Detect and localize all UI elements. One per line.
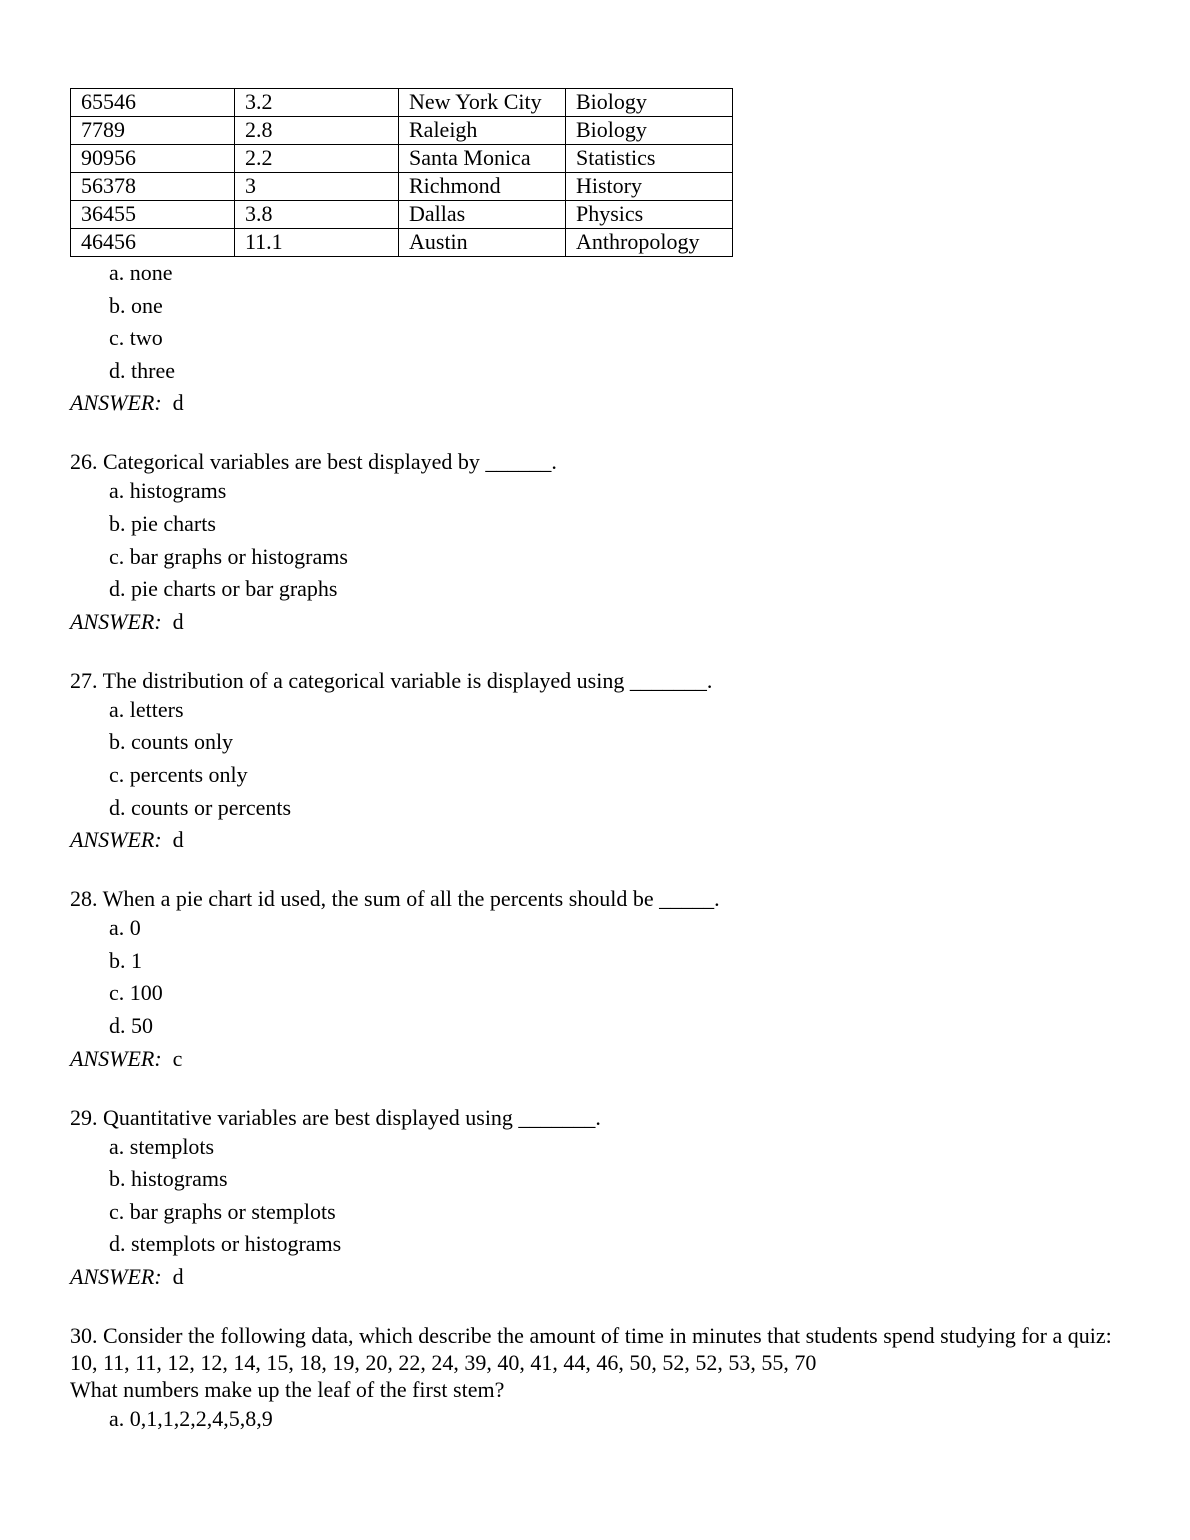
document-page [70, 88, 1130, 1435]
answer-value: d [172, 827, 184, 853]
question-26 [70, 444, 1130, 636]
question-prompt: What numbers make up the leaf of the first stem? [70, 1376, 505, 1402]
table-cell: 3.8 [235, 201, 399, 229]
option-d: d. three [109, 357, 175, 383]
question-text: 27. The distribution of a categorical variable is displayed using _______. [70, 667, 713, 693]
options-list [70, 694, 1130, 824]
option-d: d. 50 [109, 1012, 153, 1038]
table-cell: Statistics [566, 145, 733, 173]
answer-label: ANSWER: [70, 390, 162, 416]
options-list [70, 1131, 1130, 1261]
answer-value: d [172, 1263, 184, 1289]
table-cell: 46456 [71, 229, 235, 257]
question-28 [70, 881, 1130, 1073]
table-cell: 90956 [71, 145, 235, 173]
table-cell: Richmond [399, 173, 566, 201]
table-cell: Raleigh [399, 117, 566, 145]
options-list [70, 475, 1130, 605]
table-cell: Dallas [399, 201, 566, 229]
options-list [70, 257, 1130, 387]
option-d: d. pie charts or bar graphs [109, 576, 338, 602]
table-row [71, 173, 733, 201]
question-25 [70, 257, 1130, 418]
table-cell: 2.8 [235, 117, 399, 145]
table-row [71, 145, 733, 173]
answer-label: ANSWER: [70, 827, 162, 853]
table-cell: 3.2 [235, 89, 399, 117]
table-cell: 56378 [71, 173, 235, 201]
question-text: 26. Categorical variables are best displayed by ______. [70, 449, 557, 475]
answer-line [70, 1043, 1130, 1074]
option-c: c. two [109, 325, 163, 351]
option-a: a. 0,1,1,2,2,4,5,8,9 [109, 1405, 273, 1431]
table-row [71, 229, 733, 257]
option-a: a. letters [109, 696, 184, 722]
option-b: b. pie charts [109, 510, 216, 536]
option-a: a. none [109, 260, 173, 285]
table-row [71, 117, 733, 145]
table-cell: 36455 [71, 201, 235, 229]
option-b: b. 1 [109, 947, 142, 973]
table-cell: Biology [566, 117, 733, 145]
answer-line [70, 1261, 1130, 1292]
table-cell: 3 [235, 173, 399, 201]
answer-line [70, 824, 1130, 855]
question-text: 30. Consider the following data, which describe the amount of time in minutes that students spend studying for a quiz: [70, 1322, 1112, 1348]
table-cell: New York City [399, 89, 566, 117]
question-text: 28. When a pie chart id used, the sum of all the percents should be _____. [70, 886, 720, 912]
question-29 [70, 1100, 1130, 1292]
table-cell: Santa Monica [399, 145, 566, 173]
table-cell: Biology [566, 89, 733, 117]
answer-label: ANSWER: [70, 1263, 162, 1289]
options-list [70, 912, 1130, 1042]
table-cell: 2.2 [235, 145, 399, 173]
answer-label: ANSWER: [70, 1045, 162, 1071]
answer-line [70, 606, 1130, 637]
table-cell: Physics [566, 201, 733, 229]
table-row [71, 201, 733, 229]
options-list [70, 1403, 1130, 1436]
answer-value: c [172, 1045, 183, 1071]
data-values-line: 10, 11, 11, 12, 12, 14, 15, 18, 19, 20, 22, 24, 39, 40, 41, 44, 46, 50, 52, 52, 53, 55, 70 [70, 1349, 817, 1375]
answer-value: d [172, 390, 184, 416]
option-c: c. percents only [109, 761, 248, 787]
answer-value: d [172, 608, 184, 634]
option-a: a. 0 [109, 915, 141, 941]
question-text: 29. Quantitative variables are best displayed using _______. [70, 1104, 601, 1130]
table-cell: 65546 [71, 89, 235, 117]
answer-label: ANSWER: [70, 608, 162, 634]
table-cell: History [566, 173, 733, 201]
option-d: d. stemplots or histograms [109, 1231, 342, 1257]
table-cell: Austin [399, 229, 566, 257]
table-cell: 11.1 [235, 229, 399, 257]
question-30 [70, 1318, 1130, 1436]
question-27 [70, 663, 1130, 855]
option-c: c. bar graphs or stemplots [109, 1198, 336, 1224]
option-b: b. one [109, 292, 163, 318]
option-a: a. histograms [109, 478, 227, 504]
option-c: c. bar graphs or histograms [109, 543, 348, 569]
table-cell: 7789 [71, 117, 235, 145]
data-table [70, 88, 733, 257]
option-b: b. histograms [109, 1166, 228, 1192]
option-b: b. counts only [109, 729, 234, 755]
option-c: c. 100 [109, 980, 163, 1006]
answer-line [70, 387, 1130, 418]
table-row [71, 89, 733, 117]
option-d: d. counts or percents [109, 794, 292, 820]
option-a: a. stemplots [109, 1133, 215, 1159]
table-cell: Anthropology [566, 229, 733, 257]
